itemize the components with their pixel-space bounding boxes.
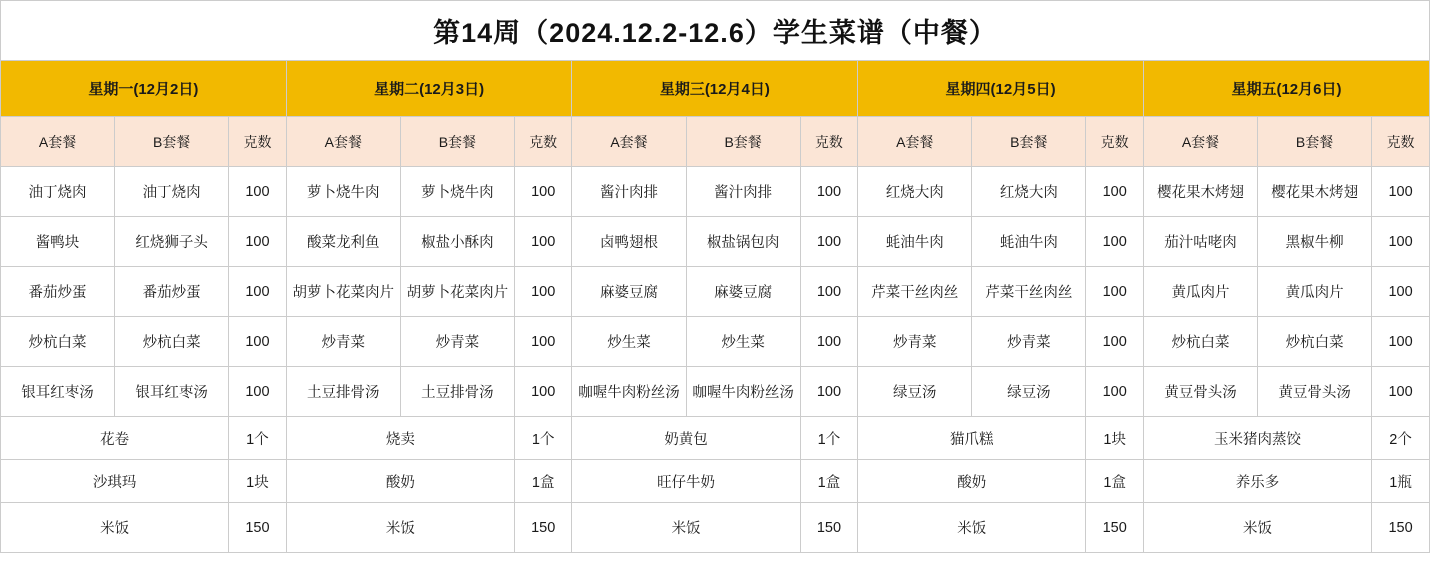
day-header-thursday: 星期四(12月5日): [858, 61, 1144, 117]
col-header-gram-thursday: 克数: [1086, 117, 1144, 167]
dish-cell: 绿豆汤: [972, 367, 1086, 417]
col-header-b-wednesday: B套餐: [686, 117, 800, 167]
gram-cell: 100: [1086, 167, 1144, 217]
table-row-rice: [1, 503, 1430, 553]
snack-cell: 烧卖: [286, 417, 514, 460]
day-header-friday: 星期五(12月6日): [1143, 61, 1429, 117]
dish-cell: 芹菜干丝肉丝: [858, 267, 972, 317]
dish-cell: 蚝油牛肉: [972, 217, 1086, 267]
dish-cell: 椒盐小酥肉: [400, 217, 514, 267]
col-header-a-thursday: A套餐: [858, 117, 972, 167]
dish-cell: 炒青菜: [286, 317, 400, 367]
col-header-a-tuesday: A套餐: [286, 117, 400, 167]
dish-cell: 银耳红枣汤: [1, 367, 115, 417]
col-header-gram-tuesday: 克数: [514, 117, 572, 167]
dish-cell: 黄豆骨头汤: [1258, 367, 1372, 417]
col-header-gram-friday: 克数: [1372, 117, 1430, 167]
dish-cell: 土豆排骨汤: [286, 367, 400, 417]
dish-cell: 咖喔牛肉粉丝汤: [686, 367, 800, 417]
dish-cell: 酱鸭块: [1, 217, 115, 267]
day-header-wednesday: 星期三(12月4日): [572, 61, 858, 117]
gram-cell: 100: [1086, 367, 1144, 417]
dish-cell: 红烧大肉: [858, 167, 972, 217]
col-header-a-wednesday: A套餐: [572, 117, 686, 167]
col-header-a-monday: A套餐: [1, 117, 115, 167]
gram-cell: 100: [229, 217, 287, 267]
col-header-b-tuesday: B套餐: [400, 117, 514, 167]
drink-cell: 养乐多: [1143, 460, 1371, 503]
dish-cell: 油丁烧肉: [115, 167, 229, 217]
gram-cell: 100: [800, 267, 858, 317]
title-row: [1, 1, 1430, 61]
drink-cell: 沙琪玛: [1, 460, 229, 503]
table-row-snack: [1, 417, 1430, 460]
gram-cell: 100: [800, 217, 858, 267]
day-header-monday: 星期一(12月2日): [1, 61, 287, 117]
table-row: [1, 267, 1430, 317]
dish-cell: 麻婆豆腐: [686, 267, 800, 317]
dish-cell: 芹菜干丝肉丝: [972, 267, 1086, 317]
dish-cell: 酸菜龙利鱼: [286, 217, 400, 267]
gram-cell: 1个: [800, 417, 858, 460]
dish-cell: 红烧狮子头: [115, 217, 229, 267]
dish-cell: 茄汁咕咾肉: [1143, 217, 1257, 267]
col-header-b-thursday: B套餐: [972, 117, 1086, 167]
gram-cell: 1盒: [800, 460, 858, 503]
gram-cell: 100: [800, 167, 858, 217]
page-title: 第14周（2024.12.2-12.6）学生菜谱（中餐）: [1, 1, 1430, 61]
gram-cell: 100: [1086, 267, 1144, 317]
snack-cell: 玉米猪肉蒸饺: [1143, 417, 1371, 460]
gram-cell: 150: [800, 503, 858, 553]
gram-cell: 100: [229, 267, 287, 317]
gram-cell: 1瓶: [1372, 460, 1430, 503]
col-header-gram-monday: 克数: [229, 117, 287, 167]
dish-cell: 炒杭白菜: [115, 317, 229, 367]
dish-cell: 炒杭白菜: [1143, 317, 1257, 367]
day-header-row: [1, 61, 1430, 117]
sub-header-row: [1, 117, 1430, 167]
dish-cell: 土豆排骨汤: [400, 367, 514, 417]
gram-cell: 150: [514, 503, 572, 553]
gram-cell: 100: [1086, 317, 1144, 367]
gram-cell: 100: [1372, 217, 1430, 267]
table-row: [1, 167, 1430, 217]
dish-cell: 黄瓜肉片: [1143, 267, 1257, 317]
dish-cell: 萝卜烧牛肉: [400, 167, 514, 217]
gram-cell: 1盒: [1086, 460, 1144, 503]
rice-cell: 米饭: [1143, 503, 1371, 553]
col-header-a-friday: A套餐: [1143, 117, 1257, 167]
gram-cell: 100: [514, 267, 572, 317]
drink-cell: 旺仔牛奶: [572, 460, 800, 503]
gram-cell: 100: [1372, 367, 1430, 417]
dish-cell: 黑椒牛柳: [1258, 217, 1372, 267]
rice-cell: 米饭: [1, 503, 229, 553]
gram-cell: 150: [1086, 503, 1144, 553]
day-header-tuesday: 星期二(12月3日): [286, 61, 572, 117]
drink-cell: 酸奶: [286, 460, 514, 503]
dish-cell: 樱花果木烤翅: [1258, 167, 1372, 217]
snack-cell: 奶黄包: [572, 417, 800, 460]
table-row-drink: [1, 460, 1430, 503]
drink-cell: 酸奶: [858, 460, 1086, 503]
gram-cell: 100: [800, 317, 858, 367]
dish-cell: 炒杭白菜: [1, 317, 115, 367]
gram-cell: 100: [514, 367, 572, 417]
gram-cell: 2个: [1372, 417, 1430, 460]
dish-cell: 樱花果木烤翅: [1143, 167, 1257, 217]
gram-cell: 100: [514, 217, 572, 267]
gram-cell: 1盒: [514, 460, 572, 503]
gram-cell: 150: [229, 503, 287, 553]
gram-cell: 100: [1086, 217, 1144, 267]
gram-cell: 1块: [1086, 417, 1144, 460]
gram-cell: 100: [1372, 317, 1430, 367]
gram-cell: 100: [514, 317, 572, 367]
gram-cell: 100: [229, 167, 287, 217]
dish-cell: 银耳红枣汤: [115, 367, 229, 417]
dish-cell: 番茄炒蛋: [1, 267, 115, 317]
dish-cell: 咖喔牛肉粉丝汤: [572, 367, 686, 417]
col-header-b-monday: B套餐: [115, 117, 229, 167]
gram-cell: 150: [1372, 503, 1430, 553]
dish-cell: 胡萝卜花菜肉片: [286, 267, 400, 317]
rice-cell: 米饭: [286, 503, 514, 553]
dish-cell: 油丁烧肉: [1, 167, 115, 217]
gram-cell: 100: [800, 367, 858, 417]
dish-cell: 萝卜烧牛肉: [286, 167, 400, 217]
gram-cell: 100: [1372, 267, 1430, 317]
table-row: [1, 367, 1430, 417]
rice-cell: 米饭: [572, 503, 800, 553]
dish-cell: 椒盐锅包肉: [686, 217, 800, 267]
dish-cell: 绿豆汤: [858, 367, 972, 417]
gram-cell: 100: [229, 367, 287, 417]
dish-cell: 胡萝卜花菜肉片: [400, 267, 514, 317]
dish-cell: 番茄炒蛋: [115, 267, 229, 317]
dish-cell: 炒青菜: [400, 317, 514, 367]
gram-cell: 1块: [229, 460, 287, 503]
col-header-b-friday: B套餐: [1258, 117, 1372, 167]
snack-cell: 花卷: [1, 417, 229, 460]
table-row: [1, 317, 1430, 367]
dish-cell: 炒生菜: [572, 317, 686, 367]
dish-cell: 酱汁肉排: [686, 167, 800, 217]
dish-cell: 炒生菜: [686, 317, 800, 367]
gram-cell: 100: [1372, 167, 1430, 217]
snack-cell: 猫爪糕: [858, 417, 1086, 460]
dish-cell: 蚝油牛肉: [858, 217, 972, 267]
gram-cell: 100: [229, 317, 287, 367]
dish-cell: 炒青菜: [858, 317, 972, 367]
dish-cell: 炒杭白菜: [1258, 317, 1372, 367]
dish-cell: 卤鸭翅根: [572, 217, 686, 267]
dish-cell: 黄瓜肉片: [1258, 267, 1372, 317]
col-header-gram-wednesday: 克数: [800, 117, 858, 167]
rice-cell: 米饭: [858, 503, 1086, 553]
dish-cell: 炒青菜: [972, 317, 1086, 367]
dish-cell: 红烧大肉: [972, 167, 1086, 217]
table-row: [1, 217, 1430, 267]
dish-cell: 麻婆豆腐: [572, 267, 686, 317]
dish-cell: 黄豆骨头汤: [1143, 367, 1257, 417]
dish-cell: 酱汁肉排: [572, 167, 686, 217]
gram-cell: 100: [514, 167, 572, 217]
gram-cell: 1个: [514, 417, 572, 460]
gram-cell: 1个: [229, 417, 287, 460]
